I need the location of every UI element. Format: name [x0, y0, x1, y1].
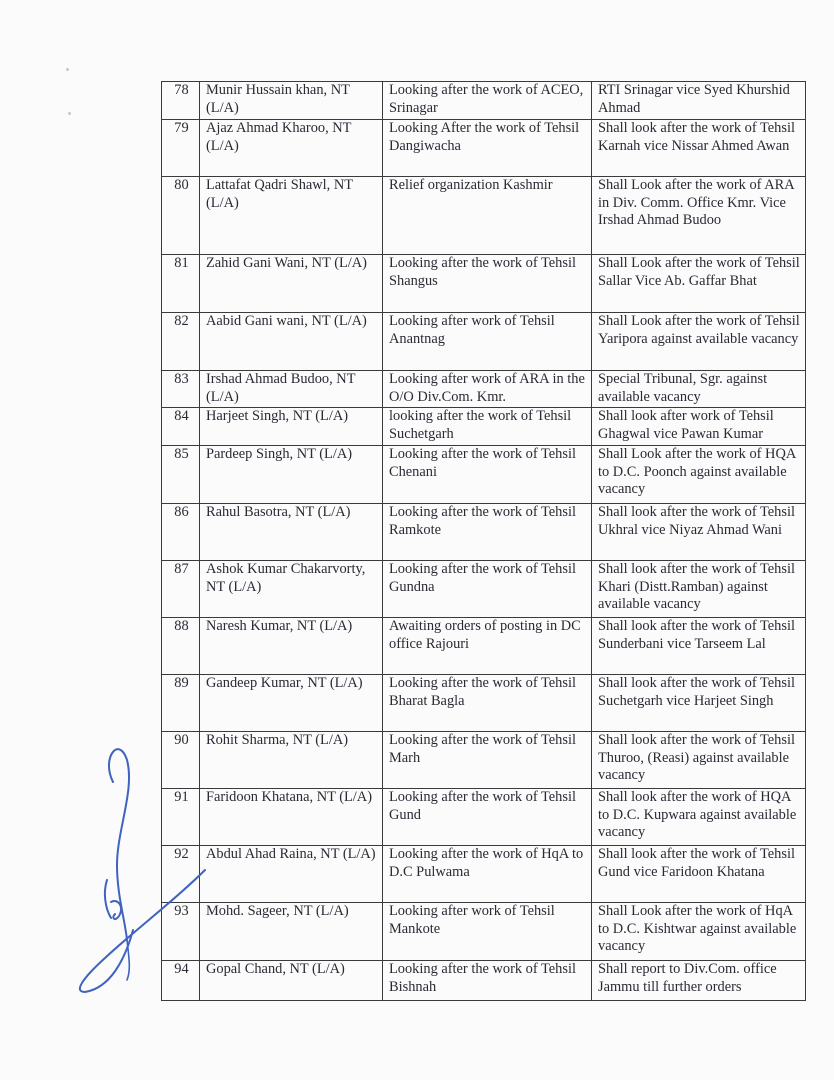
new-posting-cell: RTI Srinagar vice Syed Khurshid Ahmad [592, 82, 806, 120]
official-name-cell: Naresh Kumar, NT (L/A) [200, 618, 383, 675]
transfer-orders-table [161, 81, 806, 1001]
new-posting-cell: Shall look after the work of Tehsil Khari (Distt.Ramban) against available vacancy [592, 561, 806, 618]
serial-number-cell: 94 [162, 961, 200, 1001]
table-row [162, 313, 806, 371]
present-assignment-cell: Relief organization Kashmir [383, 177, 592, 255]
serial-number-cell: 82 [162, 313, 200, 371]
table-row [162, 120, 806, 177]
serial-number-cell: 78 [162, 82, 200, 120]
new-posting-cell: Shall look after work of Tehsil Ghagwal vice Pawan Kumar [592, 408, 806, 446]
official-name-cell: Zahid Gani Wani, NT (L/A) [200, 255, 383, 313]
official-name-cell: Harjeet Singh, NT (L/A) [200, 408, 383, 446]
present-assignment-cell: Looking After the work of Tehsil Dangiwacha [383, 120, 592, 177]
present-assignment-cell: Looking after the work of Tehsil Bishnah [383, 961, 592, 1001]
table-row [162, 903, 806, 961]
new-posting-cell: Shall look after the work of Tehsil Karnah vice Nissar Ahmed Awan [592, 120, 806, 177]
official-name-cell: Aabid Gani wani, NT (L/A) [200, 313, 383, 371]
table-row [162, 255, 806, 313]
table-row [162, 675, 806, 732]
scan-speck [68, 112, 71, 115]
new-posting-cell: Shall look after the work of Tehsil Thuroo, (Reasi) against available vacancy [592, 732, 806, 789]
table-row [162, 846, 806, 903]
table-row [162, 408, 806, 446]
serial-number-cell: 81 [162, 255, 200, 313]
serial-number-cell: 83 [162, 371, 200, 408]
official-name-cell: Rohit Sharma, NT (L/A) [200, 732, 383, 789]
official-name-cell: Ashok Kumar Chakarvorty, NT (L/A) [200, 561, 383, 618]
new-posting-cell: Shall look after the work of HQA to D.C. Kupwara against available vacancy [592, 789, 806, 846]
official-name-cell: Lattafat Qadri Shawl, NT (L/A) [200, 177, 383, 255]
serial-number-cell: 93 [162, 903, 200, 961]
new-posting-cell: Shall look after the work of Tehsil Gund vice Faridoon Khatana [592, 846, 806, 903]
table-row [162, 961, 806, 1001]
table-row [162, 504, 806, 561]
new-posting-cell: Shall look after the work of Tehsil Suchetgarh vice Harjeet Singh [592, 675, 806, 732]
serial-number-cell: 85 [162, 446, 200, 504]
official-name-cell: Abdul Ahad Raina, NT (L/A) [200, 846, 383, 903]
serial-number-cell: 88 [162, 618, 200, 675]
present-assignment-cell: Looking after the work of Tehsil Gund [383, 789, 592, 846]
serial-number-cell: 91 [162, 789, 200, 846]
table-row [162, 789, 806, 846]
serial-number-cell: 89 [162, 675, 200, 732]
new-posting-cell: Shall look after the work of Tehsil Sunderbani vice Tarseem Lal [592, 618, 806, 675]
present-assignment-cell: Looking after the work of Tehsil Gundna [383, 561, 592, 618]
table-row [162, 371, 806, 408]
table-row [162, 82, 806, 120]
present-assignment-cell: Awaiting orders of posting in DC office Rajouri [383, 618, 592, 675]
serial-number-cell: 92 [162, 846, 200, 903]
table-body [162, 82, 806, 1001]
table-row [162, 177, 806, 255]
present-assignment-cell: Looking after work of ARA in the O/O Div.Com. Kmr. [383, 371, 592, 408]
table-row [162, 732, 806, 789]
present-assignment-cell: Looking after work of Tehsil Mankote [383, 903, 592, 961]
new-posting-cell: Shall Look after the work of ARA in Div. Comm. Office Kmr. Vice Irshad Ahmad Budoo [592, 177, 806, 255]
table-row [162, 561, 806, 618]
serial-number-cell: 90 [162, 732, 200, 789]
table-row [162, 618, 806, 675]
serial-number-cell: 80 [162, 177, 200, 255]
official-name-cell: Faridoon Khatana, NT (L/A) [200, 789, 383, 846]
official-name-cell: Mohd. Sageer, NT (L/A) [200, 903, 383, 961]
serial-number-cell: 87 [162, 561, 200, 618]
new-posting-cell: Shall Look after the work of Tehsil Sallar Vice Ab. Gaffar Bhat [592, 255, 806, 313]
new-posting-cell: Shall Look after the work of HqA to D.C. Kishtwar against available vacancy [592, 903, 806, 961]
new-posting-cell: Shall report to Div.Com. office Jammu till further orders [592, 961, 806, 1001]
official-name-cell: Munir Hussain khan, NT (L/A) [200, 82, 383, 120]
official-name-cell: Rahul Basotra, NT (L/A) [200, 504, 383, 561]
present-assignment-cell: looking after the work of Tehsil Suchetgarh [383, 408, 592, 446]
present-assignment-cell: Looking after the work of ACEO, Srinagar [383, 82, 592, 120]
official-name-cell: Irshad Ahmad Budoo, NT (L/A) [200, 371, 383, 408]
present-assignment-cell: Looking after the work of Tehsil Shangus [383, 255, 592, 313]
official-name-cell: Ajaz Ahmad Kharoo, NT (L/A) [200, 120, 383, 177]
present-assignment-cell: Looking after the work of Tehsil Bharat Bagla [383, 675, 592, 732]
present-assignment-cell: Looking after the work of Tehsil Marh [383, 732, 592, 789]
present-assignment-cell: Looking after the work of Tehsil Chenani [383, 446, 592, 504]
serial-number-cell: 86 [162, 504, 200, 561]
serial-number-cell: 84 [162, 408, 200, 446]
official-name-cell: Pardeep Singh, NT (L/A) [200, 446, 383, 504]
new-posting-cell: Shall Look after the work of HQA to D.C. Poonch against available vacancy [592, 446, 806, 504]
new-posting-cell: Shall Look after the work of Tehsil Yaripora against available vacancy [592, 313, 806, 371]
scan-speck [66, 68, 69, 71]
new-posting-cell: Shall look after the work of Tehsil Ukhral vice Niyaz Ahmad Wani [592, 504, 806, 561]
official-name-cell: Gopal Chand, NT (L/A) [200, 961, 383, 1001]
present-assignment-cell: Looking after the work of HqA to D.C Pulwama [383, 846, 592, 903]
serial-number-cell: 79 [162, 120, 200, 177]
new-posting-cell: Special Tribunal, Sgr. against available vacancy [592, 371, 806, 408]
official-name-cell: Gandeep Kumar, NT (L/A) [200, 675, 383, 732]
present-assignment-cell: Looking after work of Tehsil Anantnag [383, 313, 592, 371]
present-assignment-cell: Looking after the work of Tehsil Ramkote [383, 504, 592, 561]
table-row [162, 446, 806, 504]
